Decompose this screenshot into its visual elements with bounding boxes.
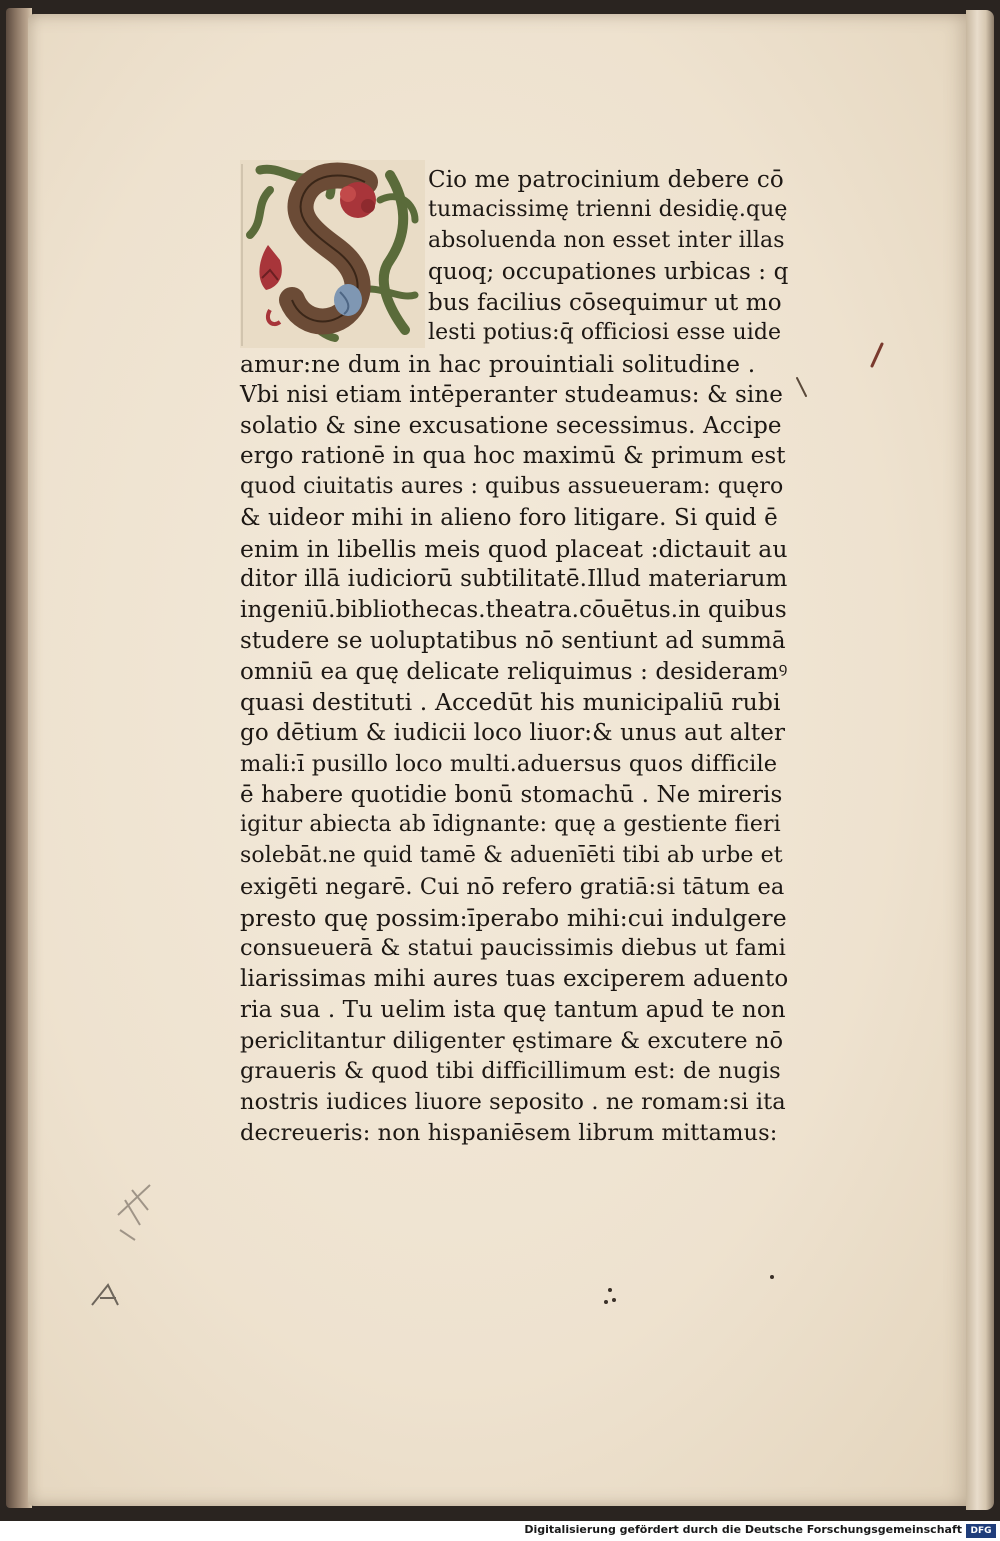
text-line: solebāt.ne quid tamē & aduenīēti tibi ab urbe et	[240, 843, 783, 868]
text-line: quoq; occupationes urbicas : q	[428, 259, 789, 285]
text-line: go dētium & iudicii loco liuor:& unus aut alter	[240, 720, 786, 746]
book-right-edge	[966, 10, 994, 1510]
text-line: exigēti negarē. Cui nō refero gratiā:si tātum ea	[240, 874, 785, 900]
text-line: solatio & sine excusatione secessimus. Accipe	[240, 413, 782, 439]
text-line: lesti potius:q̄ officiosi esse uide	[428, 320, 782, 345]
text-line: enim in libellis meis quod placeat :dictauit au	[240, 535, 788, 563]
text-line: & uideor mihi in alieno foro litigare. Si quid ē	[240, 505, 778, 531]
text-line: tumacissimę trienni desidię.quę	[428, 197, 788, 222]
text-line: Vbi nisi etiam intēperanter studeamus: & sine	[240, 382, 783, 408]
text-line: nostris iudices liuore seposito . ne romam:si ita	[240, 1089, 786, 1115]
text-line: consueuerā & statui paucissimis diebus ut fami	[240, 935, 786, 961]
text-line: graueris & quod tibi difficillimum est: de nugis	[240, 1058, 781, 1084]
text-line: bus facilius cōsequimur ut mo	[428, 290, 782, 316]
digitization-footer	[0, 1521, 1000, 1541]
text-line: amur:ne dum in hac prouintiali solitudine .	[240, 350, 756, 378]
text-line: studere se uoluptatibus nō sentiunt ad summā	[240, 628, 786, 654]
text-line: mali:ī pusillo loco multi.aduersus quos difficile	[240, 751, 778, 777]
footer-credit-text: Digitalisierung gefördert durch die Deutsche Forschungsgemeinschaft	[524, 1523, 962, 1536]
text-line: ditor illā iudiciorū subtilitatē.Illud materiarum	[240, 566, 788, 592]
text-line: Cio me patrocinium debere cō	[428, 167, 784, 193]
text-line: quod ciuitatis aures : quibus assueueram: quęro	[240, 474, 784, 499]
text-line: omniū ea quę delicate reliquimus : desideramꝰ	[240, 659, 788, 685]
text-line: quasi destituti . Accedūt his municipaliū rubi	[240, 688, 781, 716]
text-line: absoluenda non esset inter illas	[428, 228, 785, 253]
text-line: periclitantur diligenter ęstimare & excutere nō	[240, 1028, 784, 1054]
text-line: ingeniū.bibliothecas.theatra.cōuētus.in quibus	[240, 597, 787, 623]
illuminated-initial	[240, 160, 425, 348]
text-line: igitur abiecta ab īdignante: quę a gestiente fieri	[240, 812, 781, 837]
text-line: presto quę possim:īperabo mihi:cui indulgere	[240, 904, 787, 932]
text-line: liarissimas mihi aures tuas exciperem aduento	[240, 966, 789, 992]
text-block	[240, 160, 800, 1150]
text-line: decreueris: non hispaniēsem librum mittamus:	[240, 1120, 778, 1146]
text-line: ria sua . Tu uelim ista quę tantum apud te non	[240, 997, 786, 1023]
dfg-logo: DFG	[966, 1524, 996, 1538]
text-line: ergo rationē in qua hoc maximū & primum est	[240, 443, 786, 469]
text-line: ē habere quotidie bonū stomachū . Ne mireris	[240, 782, 783, 808]
illuminated-initial-art	[240, 160, 425, 348]
